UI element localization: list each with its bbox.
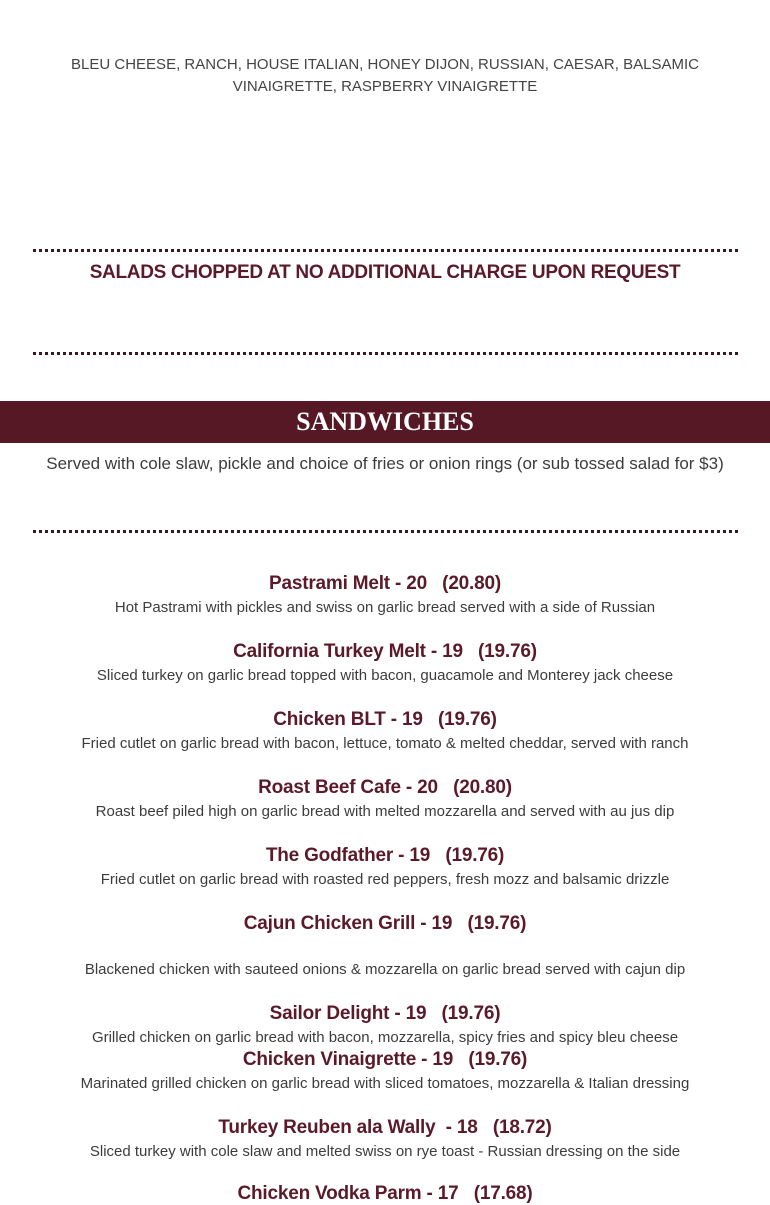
menu-item-title: California Turkey Melt - 19 (19.76) [233,641,537,662]
menu-item-title: Chicken Vinaigrette - 19 (19.76) [242,1049,528,1070]
section-header-sandwiches [0,401,770,443]
menu-item-description: Roast beef piled high on garlic bread with melted mozzarella and served with au jus dip [95,803,675,820]
menu-item-title: Chicken BLT - 19 (19.76) [273,709,497,730]
menu-item-title: Cajun Chicken Grill - 19 (19.76) [243,913,527,934]
menu-item-title: Chicken Vodka Parm - 17 (17.68) [237,1183,533,1204]
menu-item-description: Marinated grilled chicken on garlic bread with sliced tomatoes, mozzarella & Italian dressing [80,1075,690,1092]
dressings-list: BLEU CHEESE, RANCH, HOUSE ITALIAN, HONEY DIJON, RUSSIAN, CAESAR, BALSAMIC VINAIGRETTE, RASPBERRY VINAIGRETTE [71,56,699,95]
divider-dotted [33,352,738,355]
menu-item-description: Sliced turkey with cole slaw and melted swiss on rye toast - Russian dressing on the side [89,1143,681,1160]
menu-item-description: Grilled chicken on garlic bread with bacon, mozzarella, spicy fries and spicy bleu cheese [91,1029,679,1046]
menu-item-title: The Godfather - 19 (19.76) [265,845,505,866]
menu-item-title: Turkey Reuben ala Wally - 18 (18.72) [218,1117,552,1138]
divider-dotted [33,249,738,252]
divider-dotted [33,530,738,533]
menu-item-description: Sliced turkey on garlic bread topped with bacon, guacamole and Monterey jack cheese [96,667,674,684]
menu-item-description: Blackened chicken with sauteed onions & mozzarella on garlic bread served with cajun dip [84,961,686,978]
menu-item-title: Pastrami Melt - 20 (20.80) [268,573,501,594]
menu-item-description: Hot Pastrami with pickles and swiss on garlic bread served with a side of Russian [114,599,656,616]
menu-item-title: Sailor Delight - 19 (19.76) [269,1003,501,1024]
salads-notice: SALADS CHOPPED AT NO ADDITIONAL CHARGE UPON REQUEST [89,262,681,283]
menu-item-title: Roast Beef Cafe - 20 (20.80) [258,777,512,798]
menu-item-description: Fried cutlet on garlic bread with roasted red peppers, fresh mozz and balsamic drizzle [100,871,670,888]
menu-item-description: Fried cutlet on garlic bread with bacon, lettuce, tomato & melted cheddar, served with ranch [81,735,689,752]
section-subtitle: Served with cole slaw, pickle and choice of fries or onion rings (or sub tossed salad for $3) [46,454,724,473]
section-title: SANDWICHES [296,407,474,436]
